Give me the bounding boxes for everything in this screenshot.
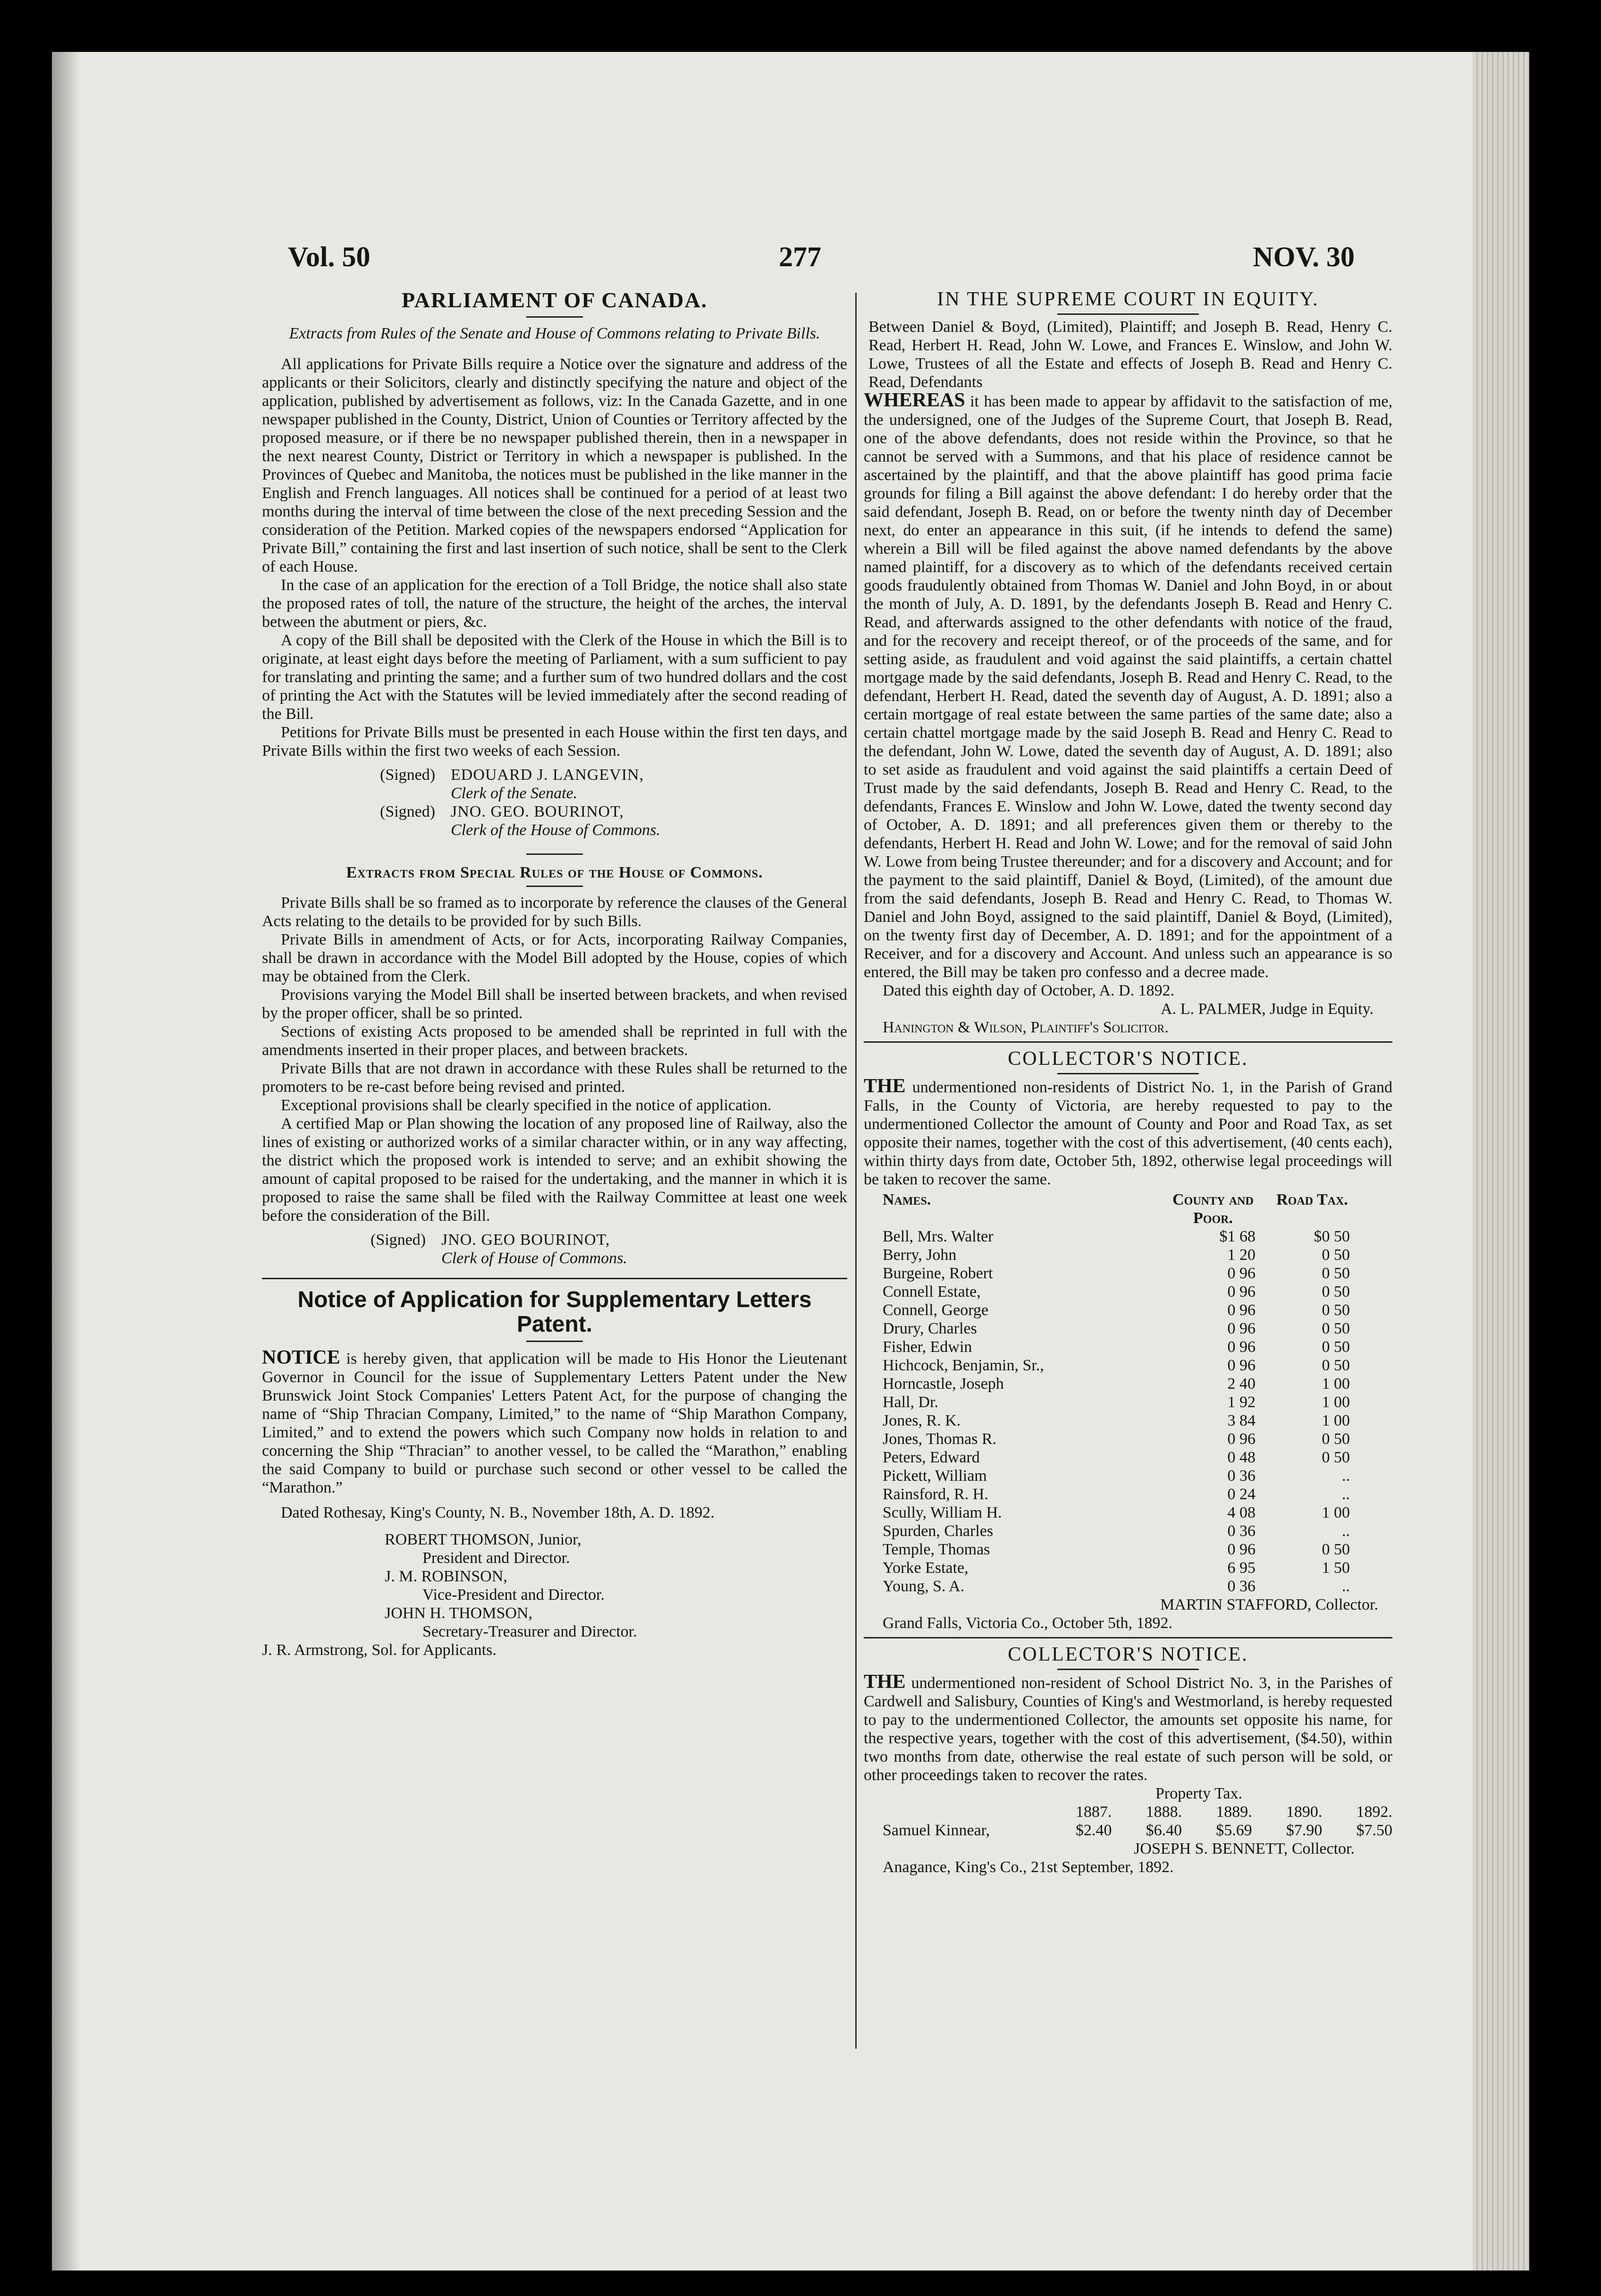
row-name: Spurden, Charles [883, 1522, 994, 1540]
parliament-title: PARLIAMENT OF CANADA. [401, 288, 708, 312]
row-road: 0 50 [1322, 1357, 1350, 1374]
rule-paragraph: Provisions varying the Model Bill shall be inserted between brackets, and when revised by the proper officer, shall be so printed. [262, 986, 847, 1022]
column-divider [855, 293, 857, 2049]
year: 1890. [1286, 1803, 1323, 1821]
year: 1889. [1216, 1803, 1252, 1821]
collector-notice-text [864, 1673, 1392, 1784]
row-name: Connell, George [883, 1301, 989, 1319]
header-county: County and Poor. [1172, 1191, 1254, 1227]
table-row [864, 1577, 1392, 1595]
row-road: 0 50 [1322, 1449, 1350, 1466]
signer-name: JNO. GEO. BOURINOT, [451, 803, 624, 820]
table-row [864, 1540, 1392, 1559]
row-road: 1 00 [1322, 1504, 1350, 1521]
gazette-page [109, 184, 1392, 2223]
rule-paragraph: All applications for Private Bills require a Notice over the signature and address of the applicants or their Solicitors, clearly and distinctly specifying the nature and object of the application, published by advertisement as follows, viz: In the Canada Gazette, and in one newspaper published in the County, District, Union of Counties or Territory affected by the proposed measure, or if there be no newspaper published therein, then in a newspaper in the next nearest County, District or Territory in which a newspaper is published. In the Provinces of Quebec and Manitoba, the notices must be published in the like manner in the English and French languages. All notices shall be continued for a period of at least two months during the interval of time between the close of the next preceding Session and the consideration of the Petition. Marked copies of the newspapers endorsed “Application for Private Bill,” containing the first and last insertion of such notice, shall be sent to the Clerk of each House. [262, 355, 847, 575]
signer-role: Secretary-Treasurer and Director. [422, 1623, 637, 1640]
court-dated: Dated this eighth day of October, A. D. 1892. [883, 982, 1175, 999]
page-header [288, 241, 1355, 279]
row-county: 0 96 [1227, 1338, 1256, 1356]
solicitor-line: J. R. Armstrong, Sol. for Applicants. [262, 1641, 497, 1659]
issue-date: NOV. 30 [1253, 241, 1355, 272]
supplementary-title: Notice of Application for Supplementary Letters Patent. [297, 1287, 812, 1337]
judge-signature: A. L. PALMER, Judge in Equity. [1161, 1000, 1373, 1018]
taxpayer-name: Samuel Kinnear, [883, 1822, 990, 1839]
tax-years-row [864, 1803, 1392, 1821]
row-county: 2 40 [1227, 1375, 1256, 1393]
page-number: 277 [779, 241, 821, 272]
table-row [864, 1393, 1392, 1411]
row-county: $1 68 [1219, 1228, 1256, 1245]
row-county: 0 36 [1227, 1467, 1256, 1485]
rule-paragraph: Private Bills shall be so framed as to incorporate by reference the clauses of the General Acts relating to the details to be provided for by such Bills. [262, 894, 847, 930]
row-county: 1 20 [1227, 1246, 1256, 1264]
rule-paragraph: Private Bills in amendment of Acts, or for Acts, incorporating Railway Companies, shall be drawn in accordance with the Model Bill adopted by the House, copies of which may be obtained from the Clerk. [262, 931, 847, 985]
lead-word: NOTICE [262, 1347, 340, 1368]
row-road: 1 00 [1322, 1393, 1350, 1411]
signer-role: President and Director. [422, 1549, 570, 1567]
row-road: 0 50 [1322, 1301, 1350, 1319]
collector-notice-title: COLLECTOR'S NOTICE. [1008, 1644, 1248, 1665]
supplementary-signers [385, 1530, 847, 1641]
tax-table-header [864, 1190, 1392, 1227]
scanned-page [52, 52, 1529, 2271]
table-row [864, 1411, 1392, 1430]
signer-name: J. M. ROBINSON, [385, 1568, 507, 1585]
row-road: $0 50 [1314, 1228, 1350, 1245]
title-rule [1057, 1669, 1199, 1670]
row-county: 3 84 [1227, 1412, 1256, 1429]
lead-word: WHEREAS [864, 389, 965, 411]
row-road: 0 50 [1322, 1541, 1350, 1558]
lead-word: THE [864, 1075, 906, 1097]
title-rule [1057, 313, 1199, 315]
section-rule [864, 1041, 1392, 1043]
signer-role: Vice-President and Director. [422, 1586, 605, 1604]
row-road: 1 00 [1322, 1375, 1350, 1393]
notice-body: undermentioned non-resident of School District No. 3, in the Parishes of Cardwell and Salisbury, Counties of King's and Westmorland, is hereby requested to pay to the undermentioned Collector, the amounts set opposite his name, for the respective years, together with the cost of this advertisement, ($4.50), within two months from date, otherwise the real estate of such person will be sold, or other proceedings taken to recover the rates. [864, 1674, 1392, 1784]
row-road: 0 50 [1322, 1338, 1350, 1356]
collector-dated: Grand Falls, Victoria Co., October 5th, 1892. [883, 1614, 1172, 1632]
rule-paragraph: Exceptional provisions shall be clearly specified in the notice of application. [281, 1097, 772, 1114]
row-county: 4 08 [1227, 1504, 1256, 1521]
year: 1888. [1146, 1803, 1182, 1821]
table-row [864, 1356, 1392, 1375]
table-row [864, 1264, 1392, 1283]
signer-role: Clerk of House of Commons. [441, 1249, 627, 1267]
signer-name: JOHN H. THOMSON, [385, 1604, 532, 1622]
row-name: Hall, Dr. [883, 1393, 939, 1411]
row-county: 0 48 [1227, 1449, 1256, 1466]
signed-label: (Signed) [380, 766, 436, 784]
rule-paragraph: A copy of the Bill shall be deposited with the Clerk of the House in which the Bill is to originate, at least eight days before the meeting of Parliament, with a sum sufficient to pay for translating and printing the same; and a further sum of two hundred dollars and the cost of printing the Act with the Statutes will be levied immediately after the second reading of the Bill. [262, 632, 847, 723]
table-row [864, 1338, 1392, 1356]
signed-label: (Signed) [371, 1231, 426, 1249]
table-row [864, 1430, 1392, 1448]
lead-word: THE [864, 1671, 906, 1693]
row-county: 6 95 [1227, 1559, 1256, 1577]
section-rule [864, 1637, 1392, 1638]
header-names: Names. [883, 1191, 931, 1208]
property-tax-label: Property Tax. [1155, 1785, 1242, 1802]
row-name: Drury, Charles [883, 1320, 977, 1337]
header-road: Road Tax. [1276, 1191, 1348, 1208]
amount: $2.40 [1076, 1822, 1112, 1839]
row-road: 1 50 [1322, 1559, 1350, 1577]
row-name: Burgeine, Robert [883, 1265, 993, 1282]
page-edges [1473, 52, 1529, 2271]
row-county: 0 96 [1227, 1265, 1256, 1282]
rule-paragraph: Petitions for Private Bills must be presented in each House within the first ten days, and Private Bills within the first two weeks of each Session. [262, 724, 847, 760]
row-road: .. [1342, 1467, 1350, 1485]
section-rule [262, 1278, 847, 1279]
collector-notice-title: COLLECTOR'S NOTICE. [1008, 1048, 1248, 1070]
signature-commons [380, 802, 847, 821]
row-name: Jones, R. K. [883, 1412, 961, 1429]
section-rule [526, 853, 583, 855]
row-county: 0 96 [1227, 1320, 1256, 1337]
volume-number: Vol. 50 [288, 241, 371, 272]
year: 1887. [1076, 1803, 1112, 1821]
parliament-subtitle: Extracts from Rules of the Senate and House of Commons relating to Private Bills. [289, 325, 820, 342]
row-road: 0 50 [1322, 1246, 1350, 1264]
row-road: 0 50 [1322, 1320, 1350, 1337]
title-rule [1057, 1073, 1199, 1074]
table-row [864, 1227, 1392, 1246]
table-row [864, 1448, 1392, 1467]
row-road: 0 50 [1322, 1265, 1350, 1282]
table-row [864, 1283, 1392, 1301]
rule-paragraph: A certified Map or Plan showing the location of any proposed line of Railway, also the lines of existing or authorized works of a similar character within, or in any way affecting, the district which the proposed work is intended to serve; and an exhibit showing the amount of capital proposed to be raised for the undertaking, and the manner in which it is proposed to raise the same shall be filed with the Railway Committee at least one week before the consideration of the Bill. [262, 1115, 847, 1224]
row-county: 0 96 [1227, 1541, 1256, 1558]
row-name: Young, S. A. [883, 1578, 965, 1595]
special-rules-title: Extracts from Special Rules of the House of Commons. [346, 864, 763, 881]
tax-amounts-row [864, 1821, 1392, 1840]
signer-role: Clerk of the House of Commons. [451, 821, 660, 839]
year: 1892. [1356, 1803, 1392, 1821]
row-road: .. [1342, 1578, 1350, 1595]
row-name: Yorke Estate, [883, 1559, 969, 1577]
row-name: Horncastle, Joseph [883, 1375, 1004, 1393]
row-name: Pickett, William [883, 1467, 987, 1485]
row-name: Jones, Thomas R. [883, 1430, 997, 1448]
table-row [864, 1467, 1392, 1485]
row-road: .. [1342, 1486, 1350, 1503]
row-county: 0 96 [1227, 1301, 1256, 1319]
row-name: Peters, Edward [883, 1449, 980, 1466]
title-rule [526, 316, 583, 318]
table-row [864, 1375, 1392, 1393]
row-name: Connell Estate, [883, 1283, 981, 1300]
signer-role: Clerk of the Senate. [451, 785, 578, 802]
amount: $7.50 [1356, 1822, 1392, 1839]
row-road: 0 50 [1322, 1283, 1350, 1300]
table-row [864, 1246, 1392, 1264]
left-column [262, 288, 847, 1659]
row-county: 0 36 [1227, 1522, 1256, 1540]
table-row [864, 1485, 1392, 1503]
collector-signature: MARTIN STAFFORD, Collector. [1160, 1596, 1378, 1613]
court-solicitor: Hanington & Wilson, Plaintiff's Solicitor. [883, 1019, 1169, 1036]
row-name: Hichcock, Benjamin, Sr., [883, 1357, 1044, 1374]
signature-senate [380, 766, 847, 784]
row-road: .. [1342, 1522, 1350, 1540]
court-title: IN THE SUPREME COURT IN EQUITY. [937, 288, 1319, 310]
row-name: Temple, Thomas [883, 1541, 990, 1558]
title-rule [526, 886, 583, 887]
row-county: 0 36 [1227, 1578, 1256, 1595]
row-county: 0 96 [1227, 1430, 1256, 1448]
table-row [864, 1559, 1392, 1577]
table-row [864, 1522, 1392, 1540]
right-column [864, 288, 1392, 1876]
signed-label: (Signed) [380, 803, 436, 820]
row-county: 1 92 [1227, 1393, 1256, 1411]
row-name: Berry, John [883, 1246, 957, 1264]
table-row [864, 1301, 1392, 1319]
row-name: Bell, Mrs. Walter [883, 1228, 994, 1245]
row-county: 0 24 [1227, 1486, 1256, 1503]
signature-bourinot [371, 1231, 847, 1249]
collector-signature: JOSEPH S. BENNETT, Collector. [1134, 1840, 1355, 1857]
row-name: Scully, William H. [883, 1504, 1002, 1521]
row-road: 1 00 [1322, 1412, 1350, 1429]
signer-name: ROBERT THOMSON, Junior, [385, 1531, 581, 1548]
binding-shadow [52, 52, 80, 2271]
court-order [864, 391, 1392, 981]
row-road: 0 50 [1322, 1430, 1350, 1448]
rule-paragraph: In the case of an application for the erection of a Toll Bridge, the notice shall also state the proposed rates of toll, the nature of the structure, the height of the arches, the interval between the abutment or piers, &c. [262, 576, 847, 631]
amount: $7.90 [1286, 1822, 1323, 1839]
supplementary-dated: Dated Rothesay, King's County, N. B., November 18th, A. D. 1892. [281, 1504, 715, 1521]
table-row [864, 1503, 1392, 1522]
notice-body: undermentioned non-residents of District No. 1, in the Parish of Grand Falls, in the County of Victoria, are hereby requested to pay to the undermentioned Collector the amount of County and Poor and Road Tax, as set opposite their names, together with the cost of this advertisement, (40 cents each), within thirty days from date, October 5th, 1892, otherwise legal proceedings will be taken to recover the same. [864, 1079, 1392, 1188]
title-rule [526, 1341, 583, 1342]
collector-dated: Anagance, King's Co., 21st September, 1892. [883, 1858, 1174, 1876]
row-name: Rainsford, R. H. [883, 1486, 988, 1503]
row-county: 0 96 [1227, 1357, 1256, 1374]
row-name: Fisher, Edwin [883, 1338, 972, 1356]
signer-name: JNO. GEO BOURINOT, [441, 1231, 610, 1249]
supplementary-notice [262, 1349, 847, 1497]
row-county: 0 96 [1227, 1283, 1256, 1300]
order-body: it has been made to appear by affidavit to the satisfaction of me, the undersigned, one of the Judges of the Supreme Court, that Joseph B. Read, one of the above defendants, does not reside within the Province, so that he cannot be served with a Summons, and that his place of residence cannot be ascertained by the plaintiff, and that the above plaintiff has good prima facie grounds for filing a Bill against the above defendant: I do hereby order that the said defendant, Joseph B. Read, on or before the twenty ninth day of December next, do enter an appearance in this suit, (if he intends to defend the same) wherein a Bill will be filed against the above named defendants by the above named plaintiff, for a discovery as to which of the defendants received certain goods fraudulently obtained from Thomas W. Daniel and John Boyd, in or about the month of July, A. D. 1891, by the defendants Joseph B. Read and Henry C. Read, and afterwards assigned to the other defendants with notice of the fraud, and for the recovery and receipt thereof, or of the proceeds of the same, and for setting aside, as fraudulent and void against the said plaintiffs, a certain chattel mortgage made by the said defendants, Joseph B. Read and Henry C. Read, to the defendant, Herbert H. Read, dated the seventh day of August, A. D. 1891; also a certain mortgage of real estate between the same parties of the same date; also a certain chattel mortgage made by the said Joseph B. Read and Henry C. Read to the defendant, John W. Lowe, dated the seventh day of August, A. D. 1891; also to set aside as fraudulent and void against the said plaintiffs a certain Deed of Trust made by the said defendants, Joseph B. Read and Henry C. Read, to the defendants, Frances E. Winslow and John W. Lowe, dated the twenty second day of October, A. D. 1891; and all preferences given them or thereby to the defendants, Herbert H. Read and John W. Lowe; and for the removal of said John W. Lowe from being Trustee thereunder; and for a discovery and Account; and for the payment to the said plaintiff, Daniel & Boyd, (Limited), of the amount due from the said defendants, Joseph B. Read and Henry C. Read, to Thomas W. Daniel and John Boyd, assigned to the said plaintiff, Daniel & Boyd, (Limited), on the twenty first day of December, A. D. 1891; and for the appointment of a Receiver, and for a discovery and Account. And unless such an appearance is so entered, the Bill may be taken pro confesso and a decree made. [864, 393, 1392, 981]
rule-paragraph: Sections of existing Acts proposed to be amended shall be reprinted in full with the amendments inserted in their proper places, and between brackets. [262, 1023, 847, 1059]
court-parties: Between Daniel & Boyd, (Limited), Plaintiff; and Joseph B. Read, Henry C. Read, Herbert H. Read, John W. Lowe, and Frances E. Winslow, and John W. Lowe, Trustees of all the Estate and effects of Joseph B. Read and Henry C. Read, Defendants [868, 318, 1392, 391]
signer-name: EDOUARD J. LANGEVIN, [451, 766, 644, 784]
tax-table [864, 1190, 1392, 1595]
amount: $6.40 [1146, 1822, 1182, 1839]
rule-paragraph: Private Bills that are not drawn in accordance with these Rules shall be returned to the promoters to be re-cast before being revised and printed. [262, 1060, 847, 1096]
collector-notice-text [864, 1077, 1392, 1189]
table-row [864, 1319, 1392, 1338]
amount: $5.69 [1216, 1822, 1252, 1839]
notice-body: is hereby given, that application will be made to His Honor the Lieutenant Governor in Council for the issue of Supplementary Letters Patent under the New Brunswick Joint Stock Companies' Letters Patent Act, for the purpose of changing the name of “Ship Thracian Company, Limited,” to the name of “Ship Marathon Company, Limited,” and to extend the powers which such Company now holds in relation to and concerning the Ship “Thracian” to another vessel, to be called the “Marathon,” enabling the said Company to build or purchase such second or other vessel to be called the “Marathon.” [262, 1350, 847, 1496]
